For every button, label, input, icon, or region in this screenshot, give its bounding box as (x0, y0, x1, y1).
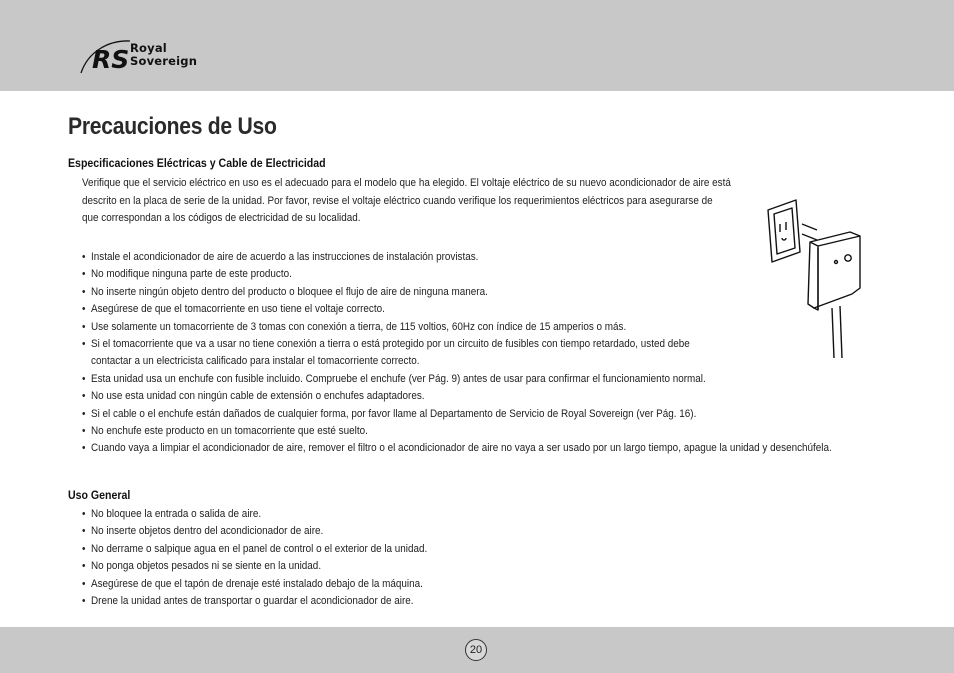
general-bullet-list (82, 506, 910, 610)
list-item-text: Use solamente un tomacorriente de 3 tomas con conexión a tierra, de 115 voltios, 60Hz con índice de 15 amperios o más. (91, 320, 627, 333)
list-item-text: No derrame o salpique agua en el panel de control o el exterior de la unidad. (91, 542, 428, 555)
list-item-text: No use esta unidad con ningún cable de extensión o enchufes adaptadores. (91, 390, 425, 403)
logo-mark-text: RS (92, 45, 130, 74)
paragraph-line: Verifique que el servicio eléctrico en uso es el adecuado para el modelo que ha elegido. El voltaje eléctrico de su nuevo acondicionador de aire está (82, 177, 731, 189)
list-item-text: Cuando vaya a limpiar el acondicionador de aire, remover el filtro o el acondicionador de aire no vaya a ser usado por un largo tiempo, apague la unidad y desenchúfela. (91, 442, 832, 455)
list-item-text: Asegúrese de que el tomacorriente en uso tiene el voltaje correcto. (91, 303, 385, 316)
list-item-text: No ponga objetos pesados ni se siente en la unidad. (91, 560, 322, 573)
list-item (82, 388, 910, 405)
list-item-text: Esta unidad usa un enchufe con fusible incluido. Compruebe el enchufe (ver Pág. 9) antes de usar para confirmar el funcionamiento normal. (91, 372, 706, 385)
wall-outlet-plug-illustration (762, 196, 872, 362)
royal-sovereign-logo (78, 36, 228, 80)
list-item-text: No modifique ninguna parte de este producto. (91, 268, 292, 281)
list-item (82, 506, 910, 523)
list-item-text: Asegúrese de que el tapón de drenaje esté instalado debajo de la máquina. (91, 577, 423, 590)
list-item (82, 558, 910, 575)
general-section-heading: Uso General (68, 490, 131, 502)
list-item (82, 576, 910, 593)
logo-line-royal: Royal (130, 41, 167, 55)
list-item (82, 423, 910, 440)
rs-logo-mark-icon (78, 36, 134, 80)
list-item-text: Si el cable o el enchufe están dañados de cualquier forma, por favor llame al Departamento de Servicio de Royal Sovereign (ver Pág. 16). (91, 407, 697, 420)
list-item-text: No inserte ningún objeto dentro del producto o bloquee el flujo de aire de ninguna manera. (91, 285, 488, 298)
header-band (0, 0, 954, 91)
list-item-text: • Si el tomacorriente que va a usar no tiene conexión a tierra o está protegido por un circuito de fusibles con tiempo retardado, usted debe (91, 338, 690, 351)
list-item (82, 440, 910, 457)
list-item (82, 406, 910, 423)
page-title: Precauciones de Uso (68, 113, 277, 140)
page-number: 20 (465, 639, 487, 661)
paragraph-line: que correspondan a los códigos de electricidad de su localidad. (82, 212, 361, 225)
list-item (82, 523, 910, 540)
electrical-section-heading: Especificaciones Eléctricas y Cable de Electricidad (68, 158, 326, 170)
list-item (82, 371, 910, 388)
electrical-intro-paragraph (82, 175, 730, 228)
list-item-text-continued: contactar a un electricista calificado para instalar el tomacorriente correcto. (91, 355, 420, 368)
paragraph-line: descrito en la placa de serie de la unidad. Por favor, revise el voltaje eléctrico cuando verifique los requerimientos eléctricos para asegurarse de (82, 194, 713, 207)
list-item-text: Instale el acondicionador de aire de acuerdo a las instrucciones de instalación provistas. (91, 251, 479, 263)
logo-line-sovereign: Sovereign (130, 54, 198, 68)
list-item-text: Drene la unidad antes de transportar o guardar el acondicionador de aire. (91, 595, 414, 608)
list-item (82, 541, 910, 558)
list-item-text: No bloquee la entrada o salida de aire. (91, 508, 262, 520)
list-item-text: No inserte objetos dentro del acondicionador de aire. (91, 525, 324, 538)
list-item-text: No enchufe este producto en un tomacorriente que esté suelto. (91, 425, 368, 438)
list-item (82, 593, 910, 610)
